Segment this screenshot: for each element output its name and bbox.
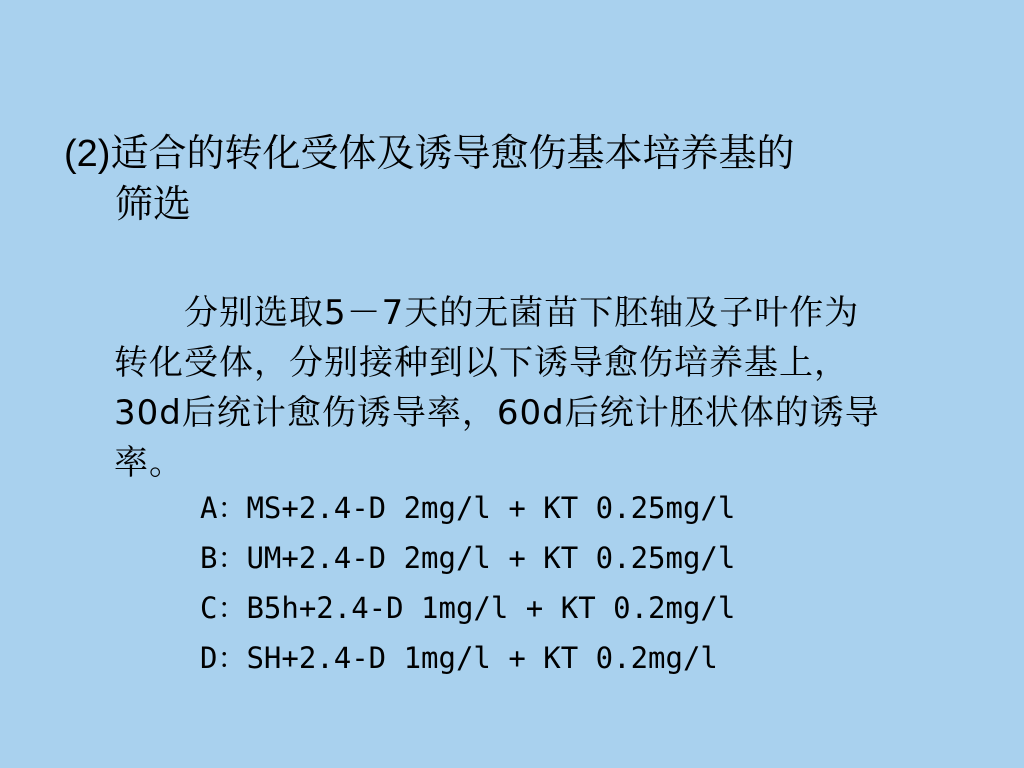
heading-text: 适合的转化受体及诱导愈伤基本培养基的 <box>110 131 795 175</box>
option-c: C：B5h+2.4-D 1mg/l + KT 0.2mg/l <box>200 591 736 625</box>
option-d: D：SH+2.4-D 1mg/l + KT 0.2mg/l <box>200 641 718 675</box>
option-a: A：MS+2.4-D 2mg/l + KT 0.25mg/l <box>200 491 736 525</box>
paragraph-line: 率。 <box>114 443 184 483</box>
paragraph-line: 30d后统计愈伤诱导率，60d后统计胚状体的诱导 <box>114 393 880 433</box>
heading-number: (2) <box>64 133 111 175</box>
option-b: B：UM+2.4-D 2mg/l + KT 0.25mg/l <box>200 541 736 575</box>
heading-line-2: 筛选 <box>115 182 192 226</box>
slide-heading <box>64 128 964 229</box>
body-paragraph <box>114 288 964 488</box>
paragraph-line: 转化受体，分别接种到以下诱导愈伤培养基上， <box>114 343 849 383</box>
medium-options-list <box>200 483 980 683</box>
heading-line-1 <box>64 128 964 179</box>
paragraph-line: 分别选取5－7天的无菌苗下胚轴及子叶作为 <box>184 293 860 333</box>
